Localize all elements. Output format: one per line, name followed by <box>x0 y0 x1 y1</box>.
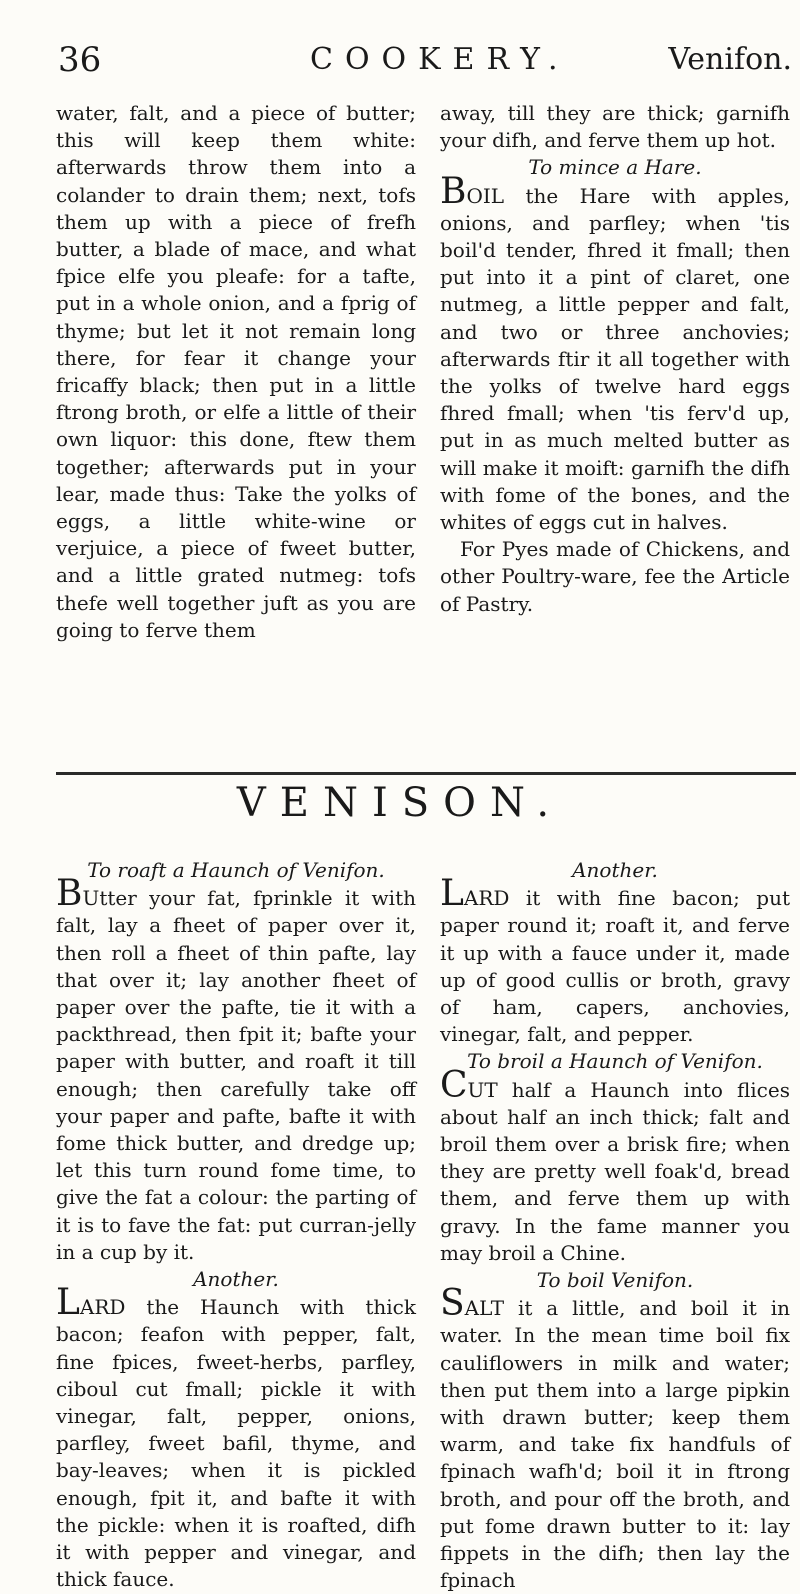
venison-right-column <box>440 857 790 1594</box>
roast-haunch-heading: To roaft a Haunch of Venifon. <box>87 858 385 882</box>
pyes-note: For Pyes made of Chickens, and other Poultry-ware, fee the Article of Pastry. <box>440 537 790 616</box>
fricassee-continuation: water, falt, and a piece of butter; this will keep them white: afterwards throw them into a colander to drain them; next, tofs them up with a piece of frefh butter, a blade of mace, and what fpice elfe you pleafe: for a tafte, put in a whole onion, and a fprig of thyme; but let it not remain long there, for fear it change your fricaffy black; then put in a little ftrong broth, or elfe a little of their own liquor: this done, ftew them together; afterwards put in your lear, made thus: Take the yolks of eggs, a little white-wine or verjuice, a piece of fweet butter, and a little grated nutmeg: tofs thefe well together juft as you are going to ferve them <box>56 101 416 642</box>
mince-hare-heading: To mince a Hare. <box>528 155 702 180</box>
boil-venison-heading: To boil Venifon. <box>536 1268 694 1293</box>
top-left-column <box>56 100 416 644</box>
page-header <box>0 40 800 100</box>
lard-bacon-recipe: LARD it with fine bacon; put paper round it; roaft it, and ferve it up with a fauce under it, made up of good cullis or broth, gravy of ham, capers, anchovies, vinegar, falt, and pepper. <box>440 873 790 1047</box>
another-heading: Another. <box>572 858 658 882</box>
page-number: 36 <box>58 40 102 80</box>
venison-left-column <box>56 857 416 1593</box>
boil-venison-recipe: SALT it a little, and boil it in water. In the mean time boil fix cauliflowers in milk and water; then put them into a large pipkin with drawn butter; keep them warm, and take fix handfuls of fpinach wafh'd; boil it in ftrong broth, and pour off the broth, and put fome drawn butter to it: lay fippets in the difh; then lay the fpinach <box>440 1283 790 1593</box>
lard-haunch-recipe: LARD the Haunch with thick bacon; feafon with pepper, falt, fine fpices, fweet-herbs, parfley, ciboul cut fmall; pickle it with vinegar, falt, pepper, onions, parfley, fweet bafil, thyme, and bay-leaves; when it is pickled enough, fpit it, and bafte it with the pickle: when it is roafted, difh it with pepper and vinegar, and thick fauce. <box>56 1282 416 1592</box>
broil-haunch-heading: To broil a Haunch of Venifon. <box>467 1049 763 1074</box>
top-right-column <box>440 100 790 618</box>
mince-hare-recipe: BOIL the Hare with apples, onions, and parfley; when 'tis boil'd tender, fhred it fmall; then put into it a pint of claret, one nutmeg, a little pepper and falt, and two or three anchovies; afterwards ftir it all together with the yolks of twelve hard eggs fhred fmall; when 'tis ferv'd up, put in as much melted butter as will make it moift: garnifh the difh with fome of the bones, and the whites of eggs cut in halves. <box>440 170 790 535</box>
section-divider <box>56 772 796 775</box>
roast-haunch-recipe: BUtter your fat, fprinkle it with falt, lay a fheet of paper over it, then roll a fheet of thin pafte, lay that over it; lay another fheet of paper over the pafte, tie it with a packthread, then fpit it; bafte your paper with butter, and roaft it till enough; then carefully take off your paper and pafte, bafte it with fome thick butter, and dredge up; let this turn round fome time, to give the fat a colour: the parting of it is to fave the fat: put curran-jelly in a cup by it. <box>56 873 416 1264</box>
section-title: VENISON. <box>236 780 564 826</box>
fricassee-ending: away, till they are thick; garnifh your difh, and ferve them up hot. <box>440 101 790 153</box>
running-section: Venifon. <box>668 42 792 77</box>
another-heading: Another. <box>193 1267 279 1292</box>
broil-haunch-recipe: CUT half a Haunch into flices about half an inch thick; falt and broil them over a brisk fire; when they are pretty well foak'd, bread them, and ferve them up with gravy. In the fame manner you may broil a Chine. <box>440 1064 790 1265</box>
running-title: COOKERY. <box>310 42 570 77</box>
